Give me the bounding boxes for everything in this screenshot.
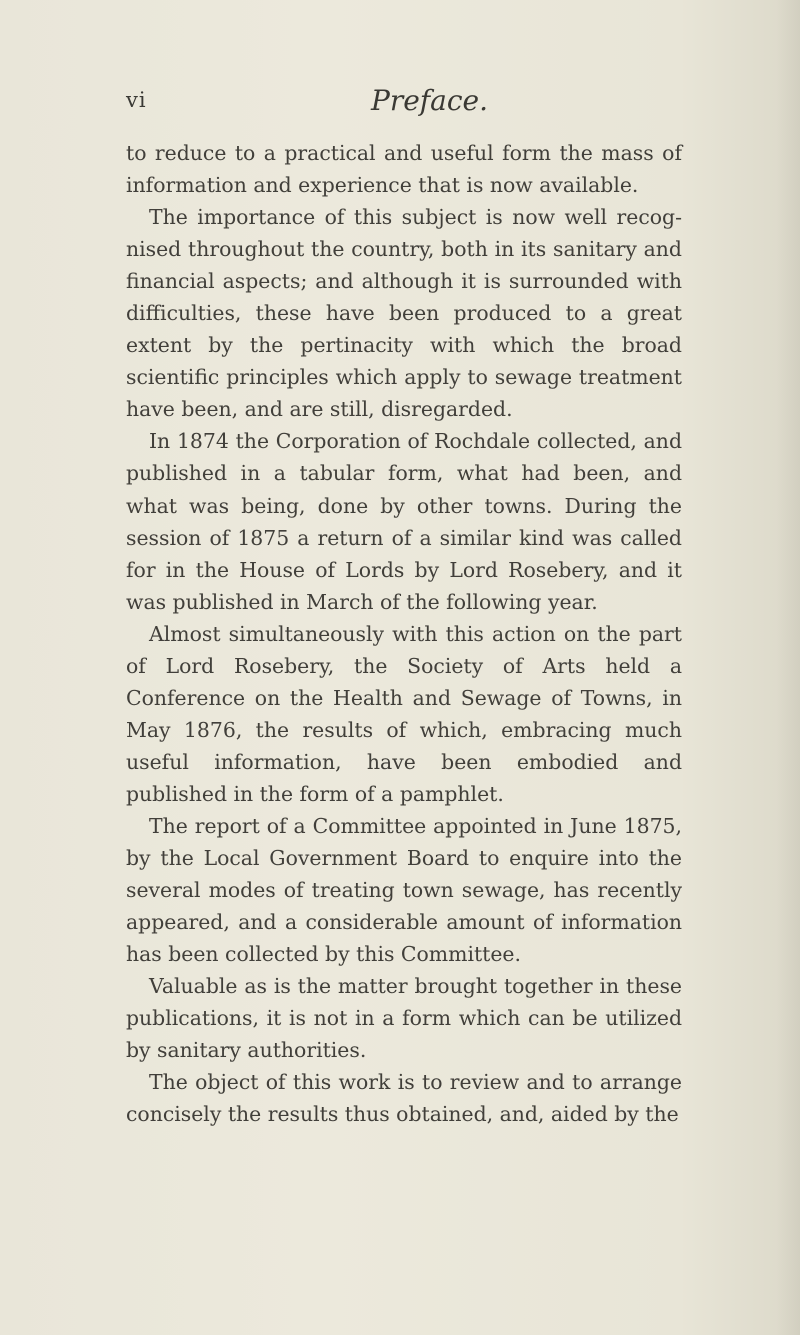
page-number: vi — [126, 88, 147, 112]
paragraph-importance: The importance of this subject is now well recognised throughout the country, both in its sanitary and financial aspects; and although it is surrounded with difficulties, these have been produced to a great extent by the pertinacity with which the broad scientific principles which apply to sewage treatment have been, and are still, disregarded. — [126, 205, 682, 422]
paragraph-continuation: to reduce to a practical and useful form the mass of information and experience that is now available. — [126, 141, 682, 198]
running-title: Preface. — [371, 84, 489, 117]
paragraph-rochdale: In 1874 the Corporation of Rochdale collected, and published in a tabular form, what had been, and what was being, done by other towns. During the session of 1875 a return of a similar kind was called for in the House of Lords by Lord Rosebery, and it was published in March of the following year. — [126, 429, 682, 614]
paragraph-committee-report: The report of a Committee appointed in June 1875, by the Local Government Board to enquire into the several modes of treating town sewage, has recently appeared, and a considerable amount of information has been collected by this Committee. — [126, 813, 682, 967]
paragraph-society-of-arts: Almost simultaneously with this action on the part of Lord Rosebery, the Society of Arts held a Conference on the Health and Sewage of Towns, in May 1876, the results of which, embracing much useful information, have been embodied and published in the form of a pamphlet. — [126, 621, 682, 806]
page-header — [126, 82, 686, 122]
paragraph-object: The object of this work is to review and to arrange concisely the results thus obtained, and, aided by the — [126, 1070, 682, 1127]
paragraph-valuable: Valuable as is the matter brought together in these publications, it is not in a form which can be utilized by sanitary authorities. — [126, 974, 682, 1063]
body-text — [126, 137, 682, 1130]
